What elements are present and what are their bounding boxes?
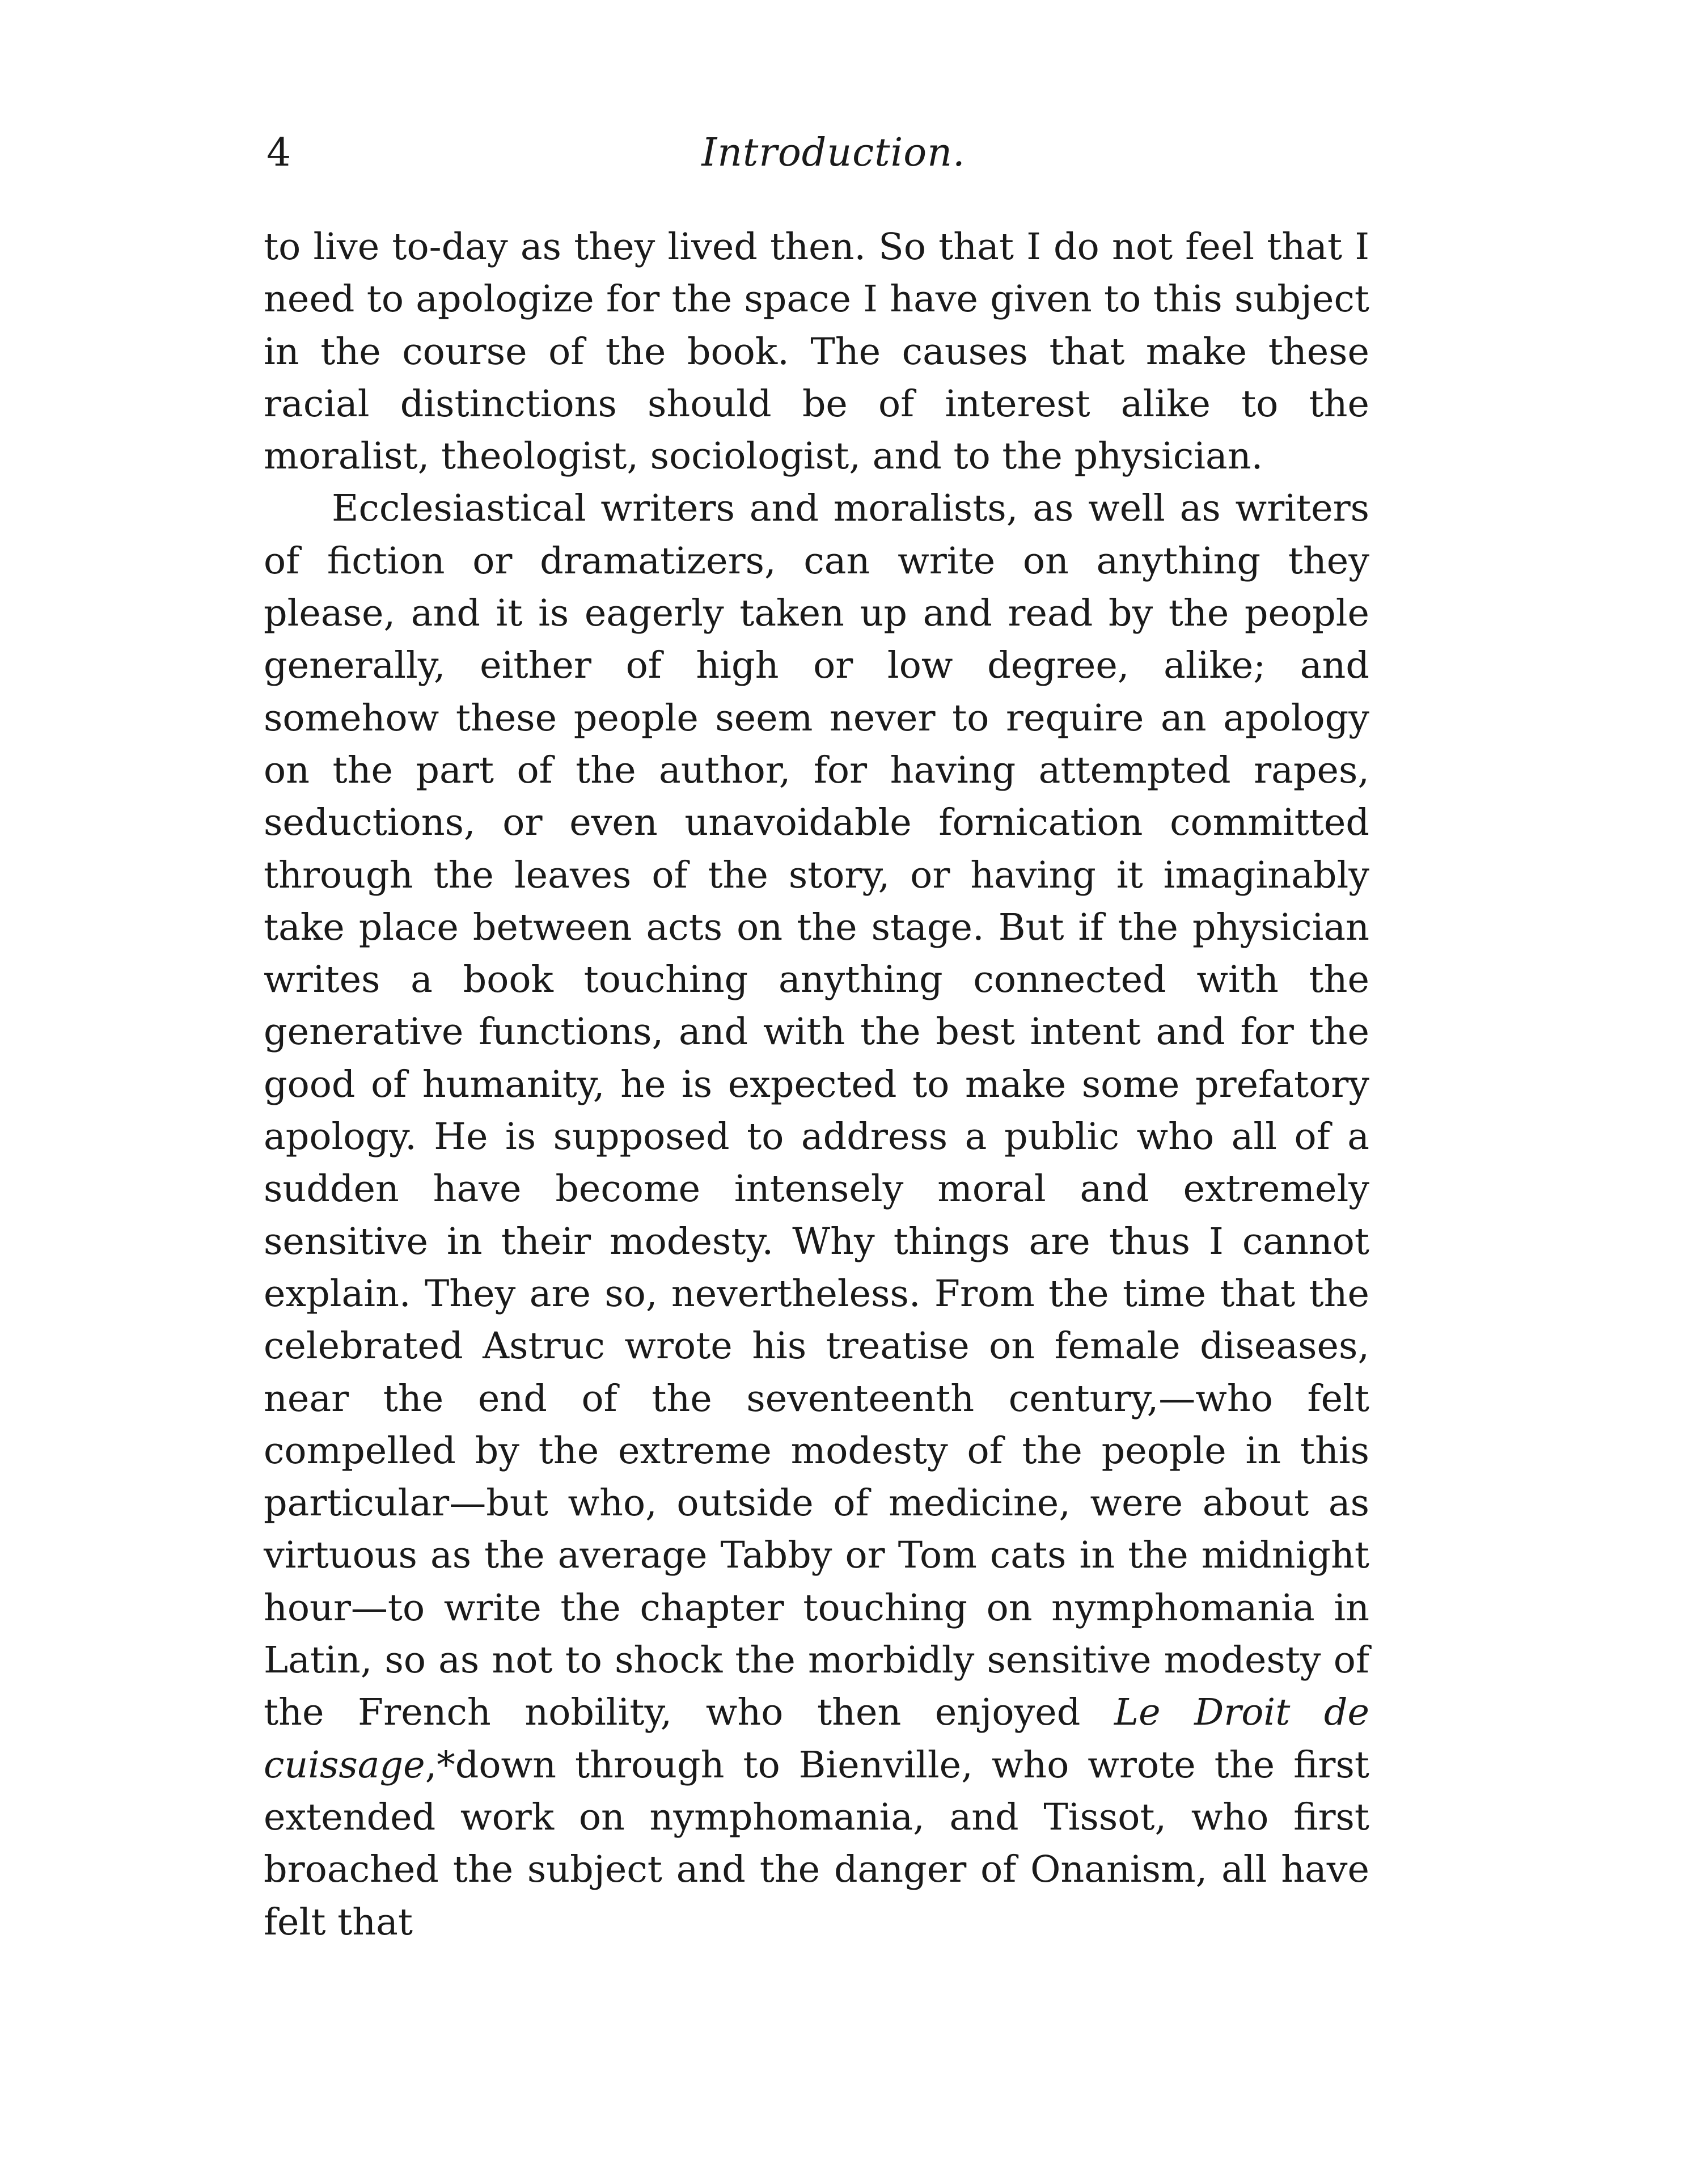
paragraph-2-italic-phrase: Le Droit de cuissage xyxy=(264,1691,1370,1786)
paragraph-1: to live to-day as they lived then. So that I do not feel that I need to apologize for the space I have given to this subject in the course of the book. The causes that make these racial distinctions should be of interest alike to the moralist, theologist, sociologist, and to the physician. xyxy=(264,226,1369,478)
body-text xyxy=(264,221,1369,1949)
page-number: 4 xyxy=(267,130,291,175)
paragraph-2 xyxy=(264,483,1369,1948)
paragraph-2-text-before: Ecclesiastical writers and moralists, as well as writers of fiction or dramatizers, can write on anything they please, and it is eagerly taken up and read by the people generally, either of high or low degree, alike; and somehow these people seem never to require an apology on the part of the author, for having attempted rapes, seductions, or even unavoidable fornication committed through the leaves of the story, or having it imaginably take place between acts on the stage. But if the physician writes a book touching anything connected with the generative functions, and with the best intent and for the good of humanity, he is expected to make some prefatory apology. He is supposed to address a public who all of a sudden have become intensely moral and extremely sensitive in their modesty. Why things are thus I cannot explain. They are so, nevertheless. From the time that the celebrated Astruc wrote his treatise on female diseases, near the end of the seventeenth century,—who felt compelled by the extreme modesty of the people in this particular—but who, outside of medicine, were about as virtuous as the average Tabby or Tom cats in the midnight hour—to write the chapter touching on nymphomania in Latin, so as not to shock the morbidly sensitive modesty of the French nobility, who then enjoyed xyxy=(264,487,1369,1734)
paragraph-2-text-after: ,*down through to Bienville, who wrote the first extended work on nymphomania, and Tissot, who first broached the subject and the danger of Onanism, all have felt that xyxy=(264,1743,1369,1944)
page-header xyxy=(267,122,1401,184)
running-title: Introduction. xyxy=(701,130,966,175)
